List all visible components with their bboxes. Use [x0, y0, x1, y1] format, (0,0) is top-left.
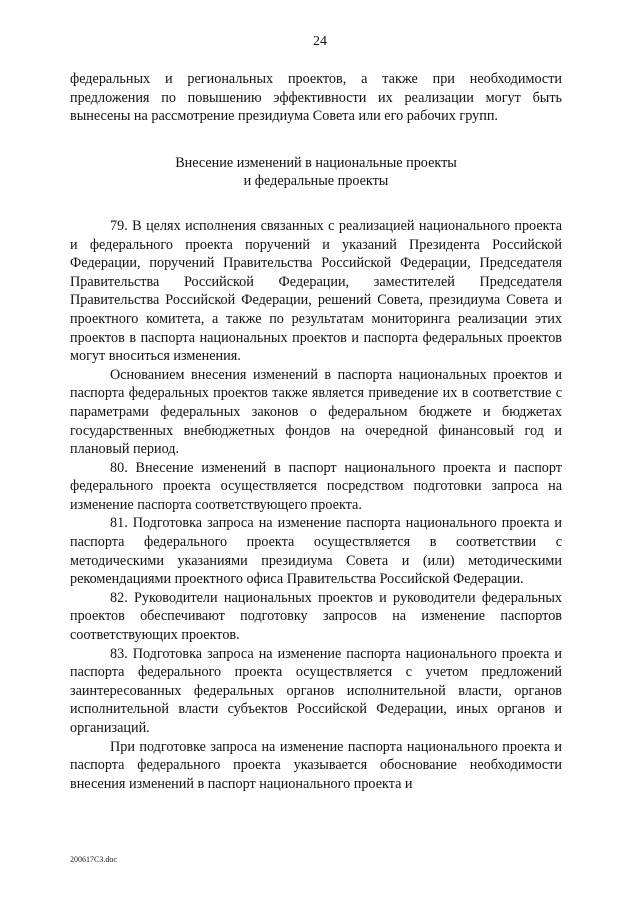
paragraph-80: 80. Внесение изменений в паспорт национального проекта и паспорт федерального проекта осуществляется посредством подготовки запроса на изменение паспорта соответствующего проекта.	[70, 459, 562, 513]
paragraph-81: 81. Подготовка запроса на изменение паспорта национального проекта и паспорта федерального проекта осуществляется в соответствии с методическими указаниями президиума Совета и (или) методическими рекомендациями проектного офиса Правительства Российской Федерации.	[70, 515, 562, 588]
paragraph-79: 79. В целях исполнения связанных с реализацией национального проекта и федерального проекта поручений и указаний Президента Российской Федерации, поручений Правительства Российской Федерации, Председателя Правительства Российской Федерации, заместителей Председателя Правительства Российской Федерации, решений Совета, президиума Совета и проектного комитета, а также по результатам мониторинга реализации этих проектов в паспорта национальных проектов и паспорта федеральных проектов могут вноситься изменения.	[70, 217, 562, 365]
paragraph-82: 82. Руководители национальных проектов и руководители федеральных проектов обеспечивают подготовку запросов на изменение паспортов соответствующих проектов.	[70, 589, 562, 644]
paragraph-79-basis: Основанием внесения изменений в паспорта национальных проектов и паспорта федеральных проектов также является приведение их в соответствие с параметрами федеральных законов о федеральном бюджете и бюджетах государственных внебюджетных фондов на очередной финансовый год и плановый период.	[70, 366, 562, 458]
document-body	[70, 70, 562, 793]
section-heading-line-2: и федеральные проекты	[243, 173, 389, 190]
paragraph-83: 83. Подготовка запроса на изменение паспорта национального проекта и паспорта федерального проекта осуществляется с учетом предложений заинтересованных федеральных органов исполнительной власти, органов исполнительной власти субъектов Российской Федерации, иных органов и организаций.	[70, 645, 562, 736]
section-heading-line-1: Внесение изменений в национальные проекты	[175, 154, 457, 171]
page-number: 24	[313, 34, 327, 49]
document-file-code: 200617C3.doc	[70, 855, 117, 864]
section-heading	[70, 154, 562, 191]
intro-paragraph: федеральных и региональных проектов, а также при необходимости предложения по повышению эффективности их реализации могут быть вынесены на рассмотрение президиума Совета или его рабочих групп.	[70, 71, 562, 125]
paragraph-83-justification: При подготовке запроса на изменение паспорта национального проекта и паспорта федерального проекта указывается обоснование необходимости внесения изменений в паспорт национального проекта и	[70, 738, 562, 792]
